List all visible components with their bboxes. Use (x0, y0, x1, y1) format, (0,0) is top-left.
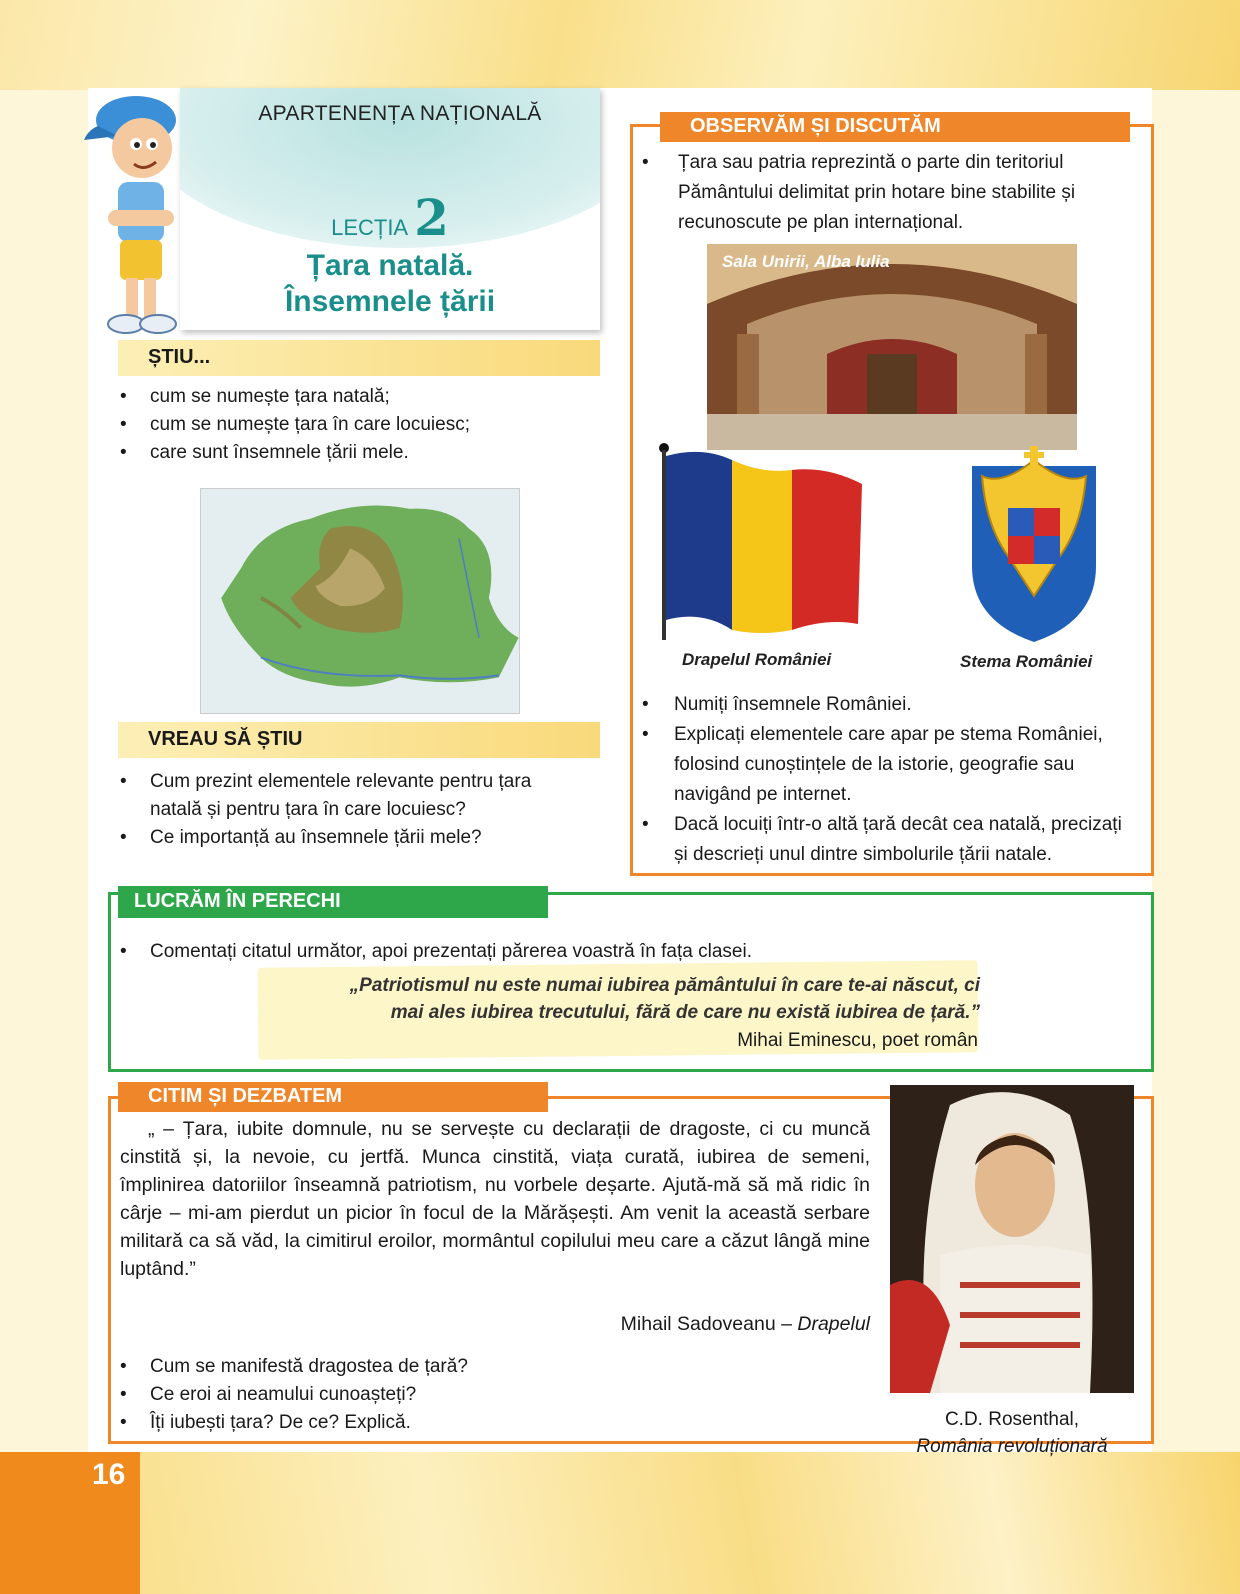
lesson-title (180, 248, 600, 320)
list-item: • care sunt însemnele țării mele. (118, 439, 598, 467)
page-background-top (0, 0, 1240, 90)
list-item: • Cum se manifestă dragostea de țară? (118, 1353, 838, 1381)
theme-title: APARTENENȚA NAȚIONALĂ (258, 102, 542, 125)
stiu-list (118, 383, 598, 467)
romanian-coat-of-arms-illustration (962, 446, 1106, 646)
lesson-title-line-2: Însemnele țării (284, 285, 496, 318)
sadoveanu-excerpt: „ – Țara, iubite domnule, nu se servește cu declarații de dragoste, ci cu muncă cinstită și, la nevoie, cu jertfă. Munca cinstită, viața curată, iubirea de semeni, împlinirea datoriilor înseamnă patriotism, nu vorbele deșarte. Ajută-mă să mă ridic în cârje – mi-am pierdut un picior în focul de la Mărășești. Am venit la această serbare militară ca să văd, la cimitirul eroilor, mormântul copilului meu care a căzut lângă mine luptând.” (120, 1118, 870, 1280)
painting-caption (880, 1406, 1144, 1460)
painting-caption-title: România revoluționară (916, 1436, 1108, 1457)
lesson-title-line-1: Țara natală. (306, 249, 474, 282)
list-item: • Ce importanță au însemnele țării mele? (118, 824, 588, 852)
page-background-bottom (0, 1452, 1240, 1594)
lesson-title-card (180, 88, 600, 330)
quote-line-1: „Patriotismul nu este numai iubirea pământului în care te-ai născut, ci (349, 975, 980, 996)
lesson-label (180, 188, 600, 247)
quote-line-2: mai ales iubirea trecutului, fără de care nu există iubirea de țară.” (390, 1002, 980, 1023)
sala-unirii-photo (707, 244, 1077, 450)
list-item: • Ce eroi ai neamului cunoaștеți? (118, 1381, 838, 1409)
list-item: • Comentați citatul următor, apoi prezentați părerea voastră în fața clasei. (118, 938, 1128, 966)
section-header-perechi: LUCRĂM ÎN PERECHI (118, 886, 548, 918)
painting-caption-author: C.D. Rosenthal, (944, 1409, 1080, 1430)
vreau-list (118, 768, 588, 852)
romania-relief-map (200, 488, 520, 714)
section-header-citim: CITIM ȘI DEZBATEM (118, 1082, 548, 1112)
list-item: • Explicați elementele care apar pe stema României, folosind cunoștințele de la istorie, geografie sau navigând pe internet. (640, 720, 1140, 810)
eminescu-quote (260, 972, 980, 1026)
page-number: 16 (92, 1458, 126, 1491)
photo-caption-sala-unirii: Sala Unirii, Alba Iulia (722, 252, 890, 271)
excerpt-author (120, 1313, 870, 1336)
boy-mascot-illustration (78, 90, 198, 340)
romania-revolutionara-painting (890, 1085, 1134, 1393)
coat-of-arms-caption: Stema României (960, 652, 1093, 671)
lesson-number: 2 (414, 188, 449, 247)
quote-author: Mihai Eminescu, poet român (737, 1030, 978, 1051)
section-header-stiu: ȘTIU... (118, 340, 600, 376)
flag-caption: Drapelul României (682, 650, 832, 669)
excerpt-author-name: Mihail Sadoveanu – (620, 1313, 798, 1335)
list-item: • Cum prezint elementele relevante pentru țara natală și pentru țara în care locuiesc? (118, 768, 588, 824)
list-item: • Țara sau patria reprezintă o parte din teritoriul Pământului delimitat prin hotare bine stabilite și recunoscute pe plan internațional. (640, 148, 1140, 238)
list-item: • Dacă locuiți într-o altă țară decât cea natală, precizați și descrieți unul dintre simbolurile țării natale. (640, 810, 1140, 870)
observam-intro-list (640, 148, 1140, 238)
list-item: • Îți iubești țara? De ce? Explică. (118, 1409, 838, 1437)
citim-questions-list (118, 1353, 838, 1437)
lesson-word: LECȚIA (331, 215, 409, 240)
romanian-flag-illustration (652, 440, 872, 645)
observam-questions-list (640, 690, 1140, 870)
section-header-vreau: VREAU SĂ ȘTIU (118, 722, 600, 758)
section-header-observam: OBSERVĂM ȘI DISCUTĂM (660, 112, 1130, 142)
list-item: • cum se numește țara natală; (118, 383, 598, 411)
list-item: • Numiți însemnele României. (640, 690, 1140, 720)
list-item: • cum se numește țara în care locuiesc; (118, 411, 598, 439)
excerpt-work-title: Drapelul (797, 1313, 870, 1335)
